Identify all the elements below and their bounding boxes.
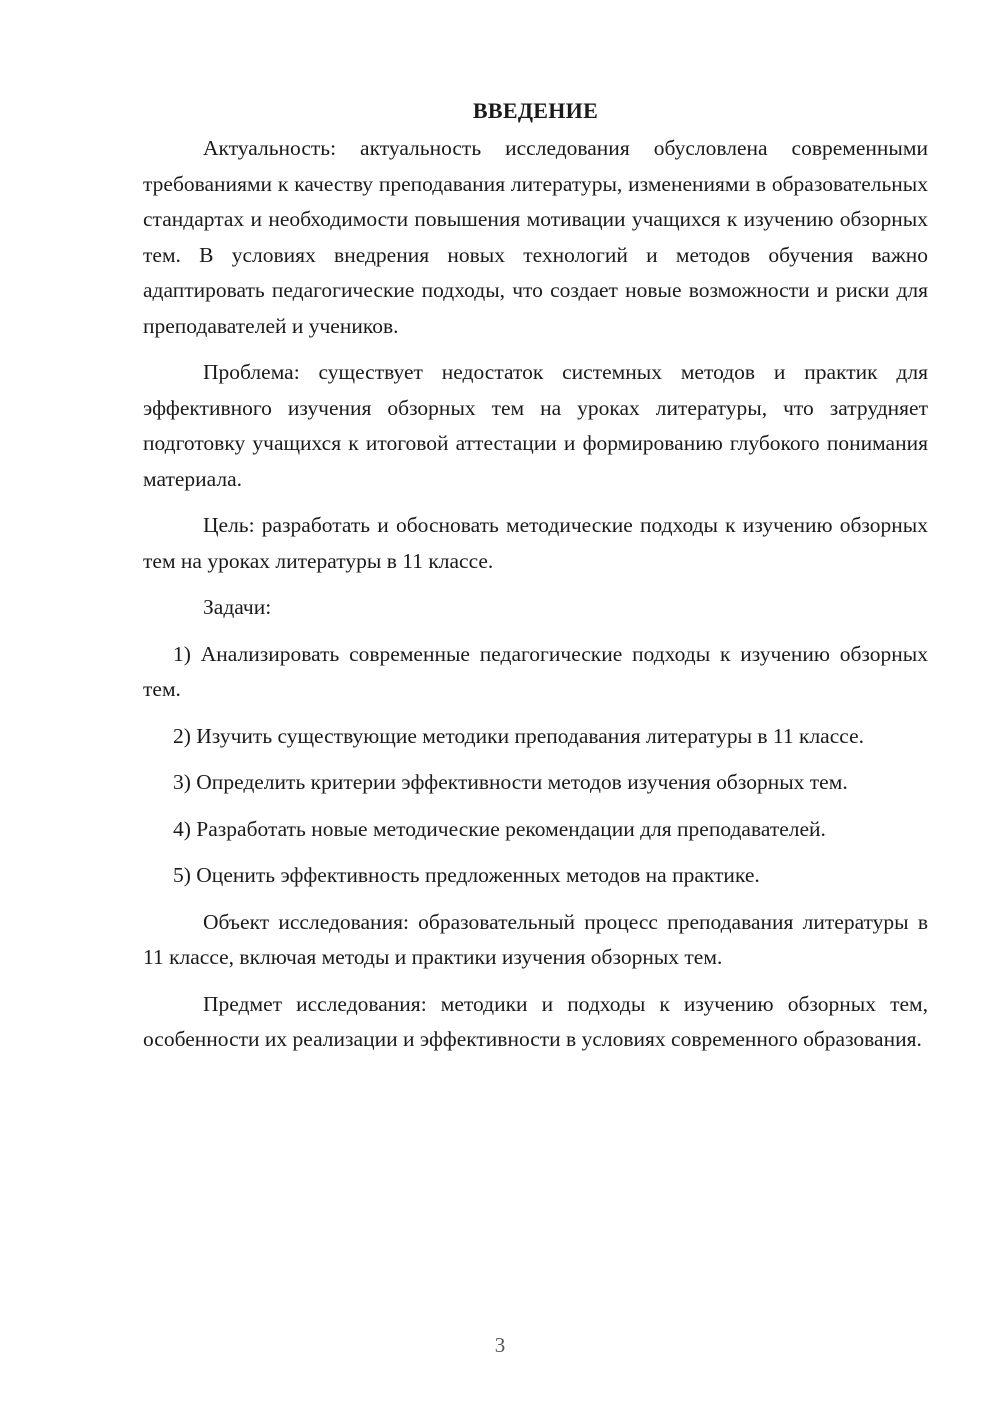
task-item-2: 2) Изучить существующие методики преподавания литературы в 11 классе. — [173, 723, 864, 748]
goal-paragraph: Цель: разработать и обосновать методические подходы к изучению обзорных тем на уроках литературы в 11 классе. — [143, 513, 928, 573]
task-item-3: 3) Определить критерии эффективности методов изучения обзорных тем. — [173, 770, 848, 794]
document-page — [143, 95, 928, 1069]
subject-paragraph: Предмет исследования: методики и подходы к изучению обзорных тем, особенности их реализации и эффективности в условиях современного образования. — [143, 991, 928, 1051]
task-item-4: 4) Разработать новые методические рекомендации для преподавателей. — [173, 816, 826, 841]
page-title: ВВЕДЕНИЕ — [472, 98, 599, 123]
task-item-1: 1) Анализировать современные педагогические подходы к изучению обзорных тем. — [143, 641, 928, 701]
problem-paragraph: Проблема: существует недостаток системных методов и практик для эффективного изучения обзорных тем на уроках литературы, что затрудняет подготовку учащихся к итоговой аттестации и формированию глубокого понимания материала. — [143, 360, 928, 491]
task-item-5: 5) Оценить эффективность предложенных методов на практике. — [173, 863, 760, 887]
relevance-paragraph: Актуальность: актуальность исследования обусловлена современными требованиями к качеству преподавания литературы, изменениями в образовательных стандартах и необходимости повышения мотивации учащихся к изучению обзорных тем. В условиях внедрения новых технологий и методов обучения важно адаптировать педагогические подходы, что создает новые возможности и риски для преподавателей и учеников. — [143, 136, 928, 338]
object-paragraph: Объект исследования: образовательный процесс преподавания литературы в 11 классе, включая методы и практики изучения обзорных тем. — [143, 909, 928, 969]
page-number: 3 — [494, 1333, 506, 1357]
tasks-label: Задачи: — [203, 595, 272, 619]
